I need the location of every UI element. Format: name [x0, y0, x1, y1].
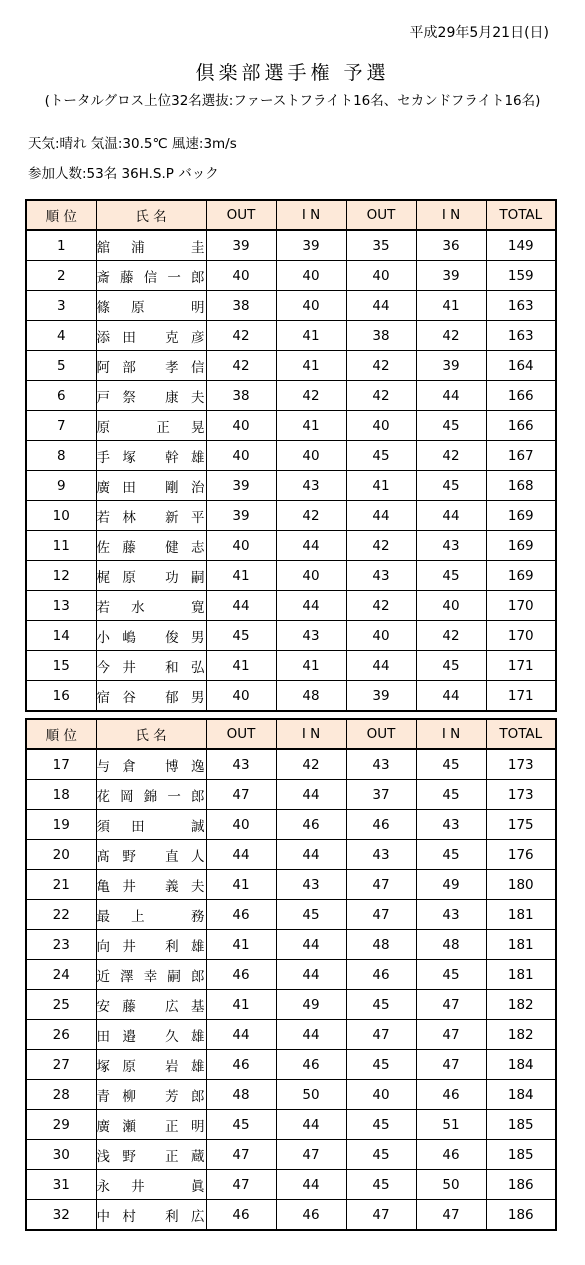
total-cell: 181	[486, 930, 556, 960]
total-cell: 169	[486, 531, 556, 561]
in-1-cell: 46	[276, 1200, 346, 1231]
player-name-cell: 廣田 剛治	[96, 471, 206, 501]
total-cell: 170	[486, 621, 556, 651]
in-1-cell: 43	[276, 471, 346, 501]
total-cell: 167	[486, 441, 556, 471]
out-1-cell: 39	[206, 230, 276, 261]
rank-cell: 18	[26, 780, 96, 810]
in-2-cell: 39	[416, 261, 486, 291]
table-row	[26, 1080, 556, 1110]
in-1-cell: 47	[276, 1140, 346, 1170]
in-1-cell: 43	[276, 621, 346, 651]
rank-cell: 5	[26, 351, 96, 381]
in-2-cell: 45	[416, 561, 486, 591]
rank-cell: 1	[26, 230, 96, 261]
out-1-cell: 41	[206, 870, 276, 900]
rank-cell: 19	[26, 810, 96, 840]
table-row	[26, 840, 556, 870]
in-1-cell: 44	[276, 960, 346, 990]
out-2-cell: 35	[346, 230, 416, 261]
total-cell: 182	[486, 1020, 556, 1050]
header-out-1: OUT	[206, 200, 276, 230]
total-cell: 181	[486, 960, 556, 990]
out-1-cell: 46	[206, 960, 276, 990]
player-name-cell: 塚原 岩雄	[96, 1050, 206, 1080]
player-name-cell: 花岡錦一郎	[96, 780, 206, 810]
table-row	[26, 681, 556, 712]
player-name-cell: 若林 新平	[96, 501, 206, 531]
table-row	[26, 1110, 556, 1140]
in-1-cell: 44	[276, 1020, 346, 1050]
table-row	[26, 990, 556, 1020]
player-name-cell: 若水 寛	[96, 591, 206, 621]
in-1-cell: 48	[276, 681, 346, 712]
total-cell: 181	[486, 900, 556, 930]
in-1-cell: 45	[276, 900, 346, 930]
player-name-cell: 髙野 直人	[96, 840, 206, 870]
in-2-cell: 45	[416, 651, 486, 681]
in-2-cell: 48	[416, 930, 486, 960]
out-2-cell: 45	[346, 1050, 416, 1080]
in-2-cell: 44	[416, 501, 486, 531]
header-total: TOTAL	[486, 719, 556, 749]
in-2-cell: 39	[416, 351, 486, 381]
in-1-cell: 40	[276, 441, 346, 471]
total-cell: 171	[486, 681, 556, 712]
total-cell: 184	[486, 1080, 556, 1110]
page-subtitle: (トータルグロス上位32名選抜:ファーストフライト16名、セカンドフライト16名)	[44, 93, 541, 109]
table-row	[26, 1020, 556, 1050]
header-out-2: OUT	[346, 200, 416, 230]
out-1-cell: 43	[206, 749, 276, 780]
in-2-cell: 47	[416, 990, 486, 1020]
total-cell: 185	[486, 1110, 556, 1140]
in-2-cell: 47	[416, 1020, 486, 1050]
in-2-cell: 41	[416, 291, 486, 321]
table-row	[26, 780, 556, 810]
in-1-cell: 43	[276, 870, 346, 900]
header-out-1: OUT	[206, 719, 276, 749]
in-1-cell: 44	[276, 780, 346, 810]
out-2-cell: 47	[346, 870, 416, 900]
in-1-cell: 40	[276, 291, 346, 321]
in-2-cell: 45	[416, 960, 486, 990]
out-1-cell: 40	[206, 261, 276, 291]
player-name-cell: 手塚 幹雄	[96, 441, 206, 471]
header-out-2: OUT	[346, 719, 416, 749]
total-cell: 176	[486, 840, 556, 870]
out-1-cell: 41	[206, 990, 276, 1020]
out-1-cell: 47	[206, 1170, 276, 1200]
out-1-cell: 40	[206, 441, 276, 471]
out-1-cell: 40	[206, 681, 276, 712]
rank-cell: 32	[26, 1200, 96, 1231]
table-row	[26, 501, 556, 531]
out-2-cell: 40	[346, 621, 416, 651]
in-1-cell: 41	[276, 351, 346, 381]
total-cell: 166	[486, 381, 556, 411]
table-row	[26, 900, 556, 930]
total-cell: 169	[486, 501, 556, 531]
rank-cell: 30	[26, 1140, 96, 1170]
in-2-cell: 45	[416, 780, 486, 810]
rank-cell: 16	[26, 681, 96, 712]
table-row	[26, 531, 556, 561]
header-rank: 順 位	[26, 719, 96, 749]
out-1-cell: 48	[206, 1080, 276, 1110]
in-2-cell: 50	[416, 1170, 486, 1200]
in-2-cell: 49	[416, 870, 486, 900]
player-name-cell: 中村 利広	[96, 1200, 206, 1231]
player-name-cell: 原 正晃	[96, 411, 206, 441]
out-1-cell: 40	[206, 411, 276, 441]
table-row	[26, 351, 556, 381]
in-2-cell: 45	[416, 411, 486, 441]
table-row	[26, 561, 556, 591]
in-2-cell: 47	[416, 1050, 486, 1080]
in-1-cell: 42	[276, 381, 346, 411]
player-name-cell: 廣瀬 正明	[96, 1110, 206, 1140]
in-1-cell: 41	[276, 321, 346, 351]
out-2-cell: 39	[346, 681, 416, 712]
player-name-cell: 亀井 義夫	[96, 870, 206, 900]
out-1-cell: 40	[206, 531, 276, 561]
in-1-cell: 49	[276, 990, 346, 1020]
out-2-cell: 45	[346, 990, 416, 1020]
total-cell: 170	[486, 591, 556, 621]
rank-cell: 13	[26, 591, 96, 621]
out-2-cell: 44	[346, 651, 416, 681]
rank-cell: 10	[26, 501, 96, 531]
player-name-cell: 添田 克彦	[96, 321, 206, 351]
table-row	[26, 749, 556, 780]
rank-cell: 14	[26, 621, 96, 651]
rank-cell: 7	[26, 411, 96, 441]
rank-cell: 25	[26, 990, 96, 1020]
participants-info: 参加人数:53名 36H.S.P バック	[28, 166, 219, 182]
out-2-cell: 40	[346, 261, 416, 291]
out-1-cell: 42	[206, 351, 276, 381]
in-1-cell: 50	[276, 1080, 346, 1110]
header-name: 氏 名	[96, 200, 206, 230]
player-name-cell: 佐藤 健志	[96, 531, 206, 561]
player-name-cell: 田邉 久雄	[96, 1020, 206, 1050]
out-1-cell: 39	[206, 471, 276, 501]
total-cell: 149	[486, 230, 556, 261]
in-1-cell: 44	[276, 591, 346, 621]
in-2-cell: 45	[416, 471, 486, 501]
out-1-cell: 41	[206, 651, 276, 681]
out-2-cell: 42	[346, 531, 416, 561]
in-1-cell: 46	[276, 1050, 346, 1080]
out-1-cell: 38	[206, 381, 276, 411]
header-in-2: I N	[416, 719, 486, 749]
out-1-cell: 44	[206, 840, 276, 870]
in-1-cell: 44	[276, 1170, 346, 1200]
rank-cell: 2	[26, 261, 96, 291]
weather-info: 天気:晴れ 気温:30.5℃ 風速:3m/s	[28, 136, 237, 152]
in-1-cell: 44	[276, 840, 346, 870]
out-1-cell: 38	[206, 291, 276, 321]
in-1-cell: 40	[276, 261, 346, 291]
table-row	[26, 621, 556, 651]
player-name-cell: 青柳 芳郎	[96, 1080, 206, 1110]
in-1-cell: 41	[276, 651, 346, 681]
header-name: 氏 名	[96, 719, 206, 749]
out-2-cell: 37	[346, 780, 416, 810]
table-row	[26, 1170, 556, 1200]
table-header-row	[26, 200, 556, 230]
out-2-cell: 42	[346, 351, 416, 381]
table-row	[26, 651, 556, 681]
out-2-cell: 45	[346, 1110, 416, 1140]
second-flight-table	[25, 718, 557, 1231]
out-2-cell: 44	[346, 291, 416, 321]
out-1-cell: 41	[206, 930, 276, 960]
table-row	[26, 441, 556, 471]
in-2-cell: 42	[416, 441, 486, 471]
rank-cell: 6	[26, 381, 96, 411]
in-1-cell: 42	[276, 501, 346, 531]
rank-cell: 3	[26, 291, 96, 321]
in-1-cell: 39	[276, 230, 346, 261]
out-2-cell: 43	[346, 840, 416, 870]
in-1-cell: 44	[276, 930, 346, 960]
total-cell: 175	[486, 810, 556, 840]
out-1-cell: 42	[206, 321, 276, 351]
player-name-cell: 須田 誠	[96, 810, 206, 840]
in-1-cell: 40	[276, 561, 346, 591]
out-2-cell: 48	[346, 930, 416, 960]
total-cell: 169	[486, 561, 556, 591]
out-1-cell: 47	[206, 1140, 276, 1170]
table-row	[26, 321, 556, 351]
total-cell: 186	[486, 1200, 556, 1231]
table-row	[26, 591, 556, 621]
rank-cell: 17	[26, 749, 96, 780]
total-cell: 163	[486, 291, 556, 321]
header-in-1: I N	[276, 200, 346, 230]
player-name-cell: 斎藤信一郎	[96, 261, 206, 291]
player-name-cell: 今井 和弘	[96, 651, 206, 681]
player-name-cell: 永井 眞	[96, 1170, 206, 1200]
in-1-cell: 46	[276, 810, 346, 840]
in-2-cell: 45	[416, 840, 486, 870]
out-1-cell: 39	[206, 501, 276, 531]
total-cell: 173	[486, 749, 556, 780]
total-cell: 180	[486, 870, 556, 900]
page-title: 倶楽部選手権 予選	[195, 62, 390, 84]
out-2-cell: 42	[346, 591, 416, 621]
out-2-cell: 47	[346, 1020, 416, 1050]
out-2-cell: 45	[346, 1140, 416, 1170]
in-2-cell: 43	[416, 810, 486, 840]
total-cell: 186	[486, 1170, 556, 1200]
total-cell: 184	[486, 1050, 556, 1080]
total-cell: 164	[486, 351, 556, 381]
table-row	[26, 810, 556, 840]
player-name-cell: 舘浦 圭	[96, 230, 206, 261]
in-2-cell: 44	[416, 681, 486, 712]
total-cell: 185	[486, 1140, 556, 1170]
in-2-cell: 42	[416, 321, 486, 351]
out-2-cell: 41	[346, 471, 416, 501]
out-2-cell: 40	[346, 411, 416, 441]
table-row	[26, 1200, 556, 1231]
header-rank: 順 位	[26, 200, 96, 230]
header-in-1: I N	[276, 719, 346, 749]
player-name-cell: 近澤幸嗣郎	[96, 960, 206, 990]
rank-cell: 4	[26, 321, 96, 351]
player-name-cell: 安藤 広基	[96, 990, 206, 1020]
in-2-cell: 36	[416, 230, 486, 261]
in-1-cell: 41	[276, 411, 346, 441]
rank-cell: 8	[26, 441, 96, 471]
in-2-cell: 51	[416, 1110, 486, 1140]
in-1-cell: 44	[276, 531, 346, 561]
out-2-cell: 40	[346, 1080, 416, 1110]
out-1-cell: 46	[206, 900, 276, 930]
in-2-cell: 43	[416, 900, 486, 930]
out-1-cell: 44	[206, 1020, 276, 1050]
rank-cell: 12	[26, 561, 96, 591]
out-2-cell: 43	[346, 561, 416, 591]
player-name-cell: 与倉 博逸	[96, 749, 206, 780]
out-1-cell: 46	[206, 1050, 276, 1080]
out-1-cell: 45	[206, 621, 276, 651]
in-1-cell: 44	[276, 1110, 346, 1140]
out-2-cell: 46	[346, 810, 416, 840]
table-row	[26, 471, 556, 501]
out-1-cell: 47	[206, 780, 276, 810]
header-total: TOTAL	[486, 200, 556, 230]
player-name-cell: 最上 務	[96, 900, 206, 930]
rank-cell: 21	[26, 870, 96, 900]
out-2-cell: 45	[346, 1170, 416, 1200]
out-2-cell: 42	[346, 381, 416, 411]
rank-cell: 29	[26, 1110, 96, 1140]
out-2-cell: 38	[346, 321, 416, 351]
rank-cell: 27	[26, 1050, 96, 1080]
total-cell: 168	[486, 471, 556, 501]
player-name-cell: 戸祭 康夫	[96, 381, 206, 411]
in-2-cell: 43	[416, 531, 486, 561]
out-1-cell: 46	[206, 1200, 276, 1231]
player-name-cell: 小嶋 俊男	[96, 621, 206, 651]
table-header-row	[26, 719, 556, 749]
in-2-cell: 42	[416, 621, 486, 651]
table-row	[26, 1050, 556, 1080]
out-1-cell: 40	[206, 810, 276, 840]
rank-cell: 9	[26, 471, 96, 501]
out-2-cell: 44	[346, 501, 416, 531]
in-2-cell: 46	[416, 1080, 486, 1110]
player-name-cell: 篠原 明	[96, 291, 206, 321]
rank-cell: 15	[26, 651, 96, 681]
table-row	[26, 930, 556, 960]
total-cell: 171	[486, 651, 556, 681]
table-row	[26, 261, 556, 291]
total-cell: 159	[486, 261, 556, 291]
out-2-cell: 45	[346, 441, 416, 471]
total-cell: 182	[486, 990, 556, 1020]
table-row	[26, 291, 556, 321]
event-date: 平成29年5月21日(日)	[409, 25, 549, 41]
in-2-cell: 40	[416, 591, 486, 621]
table-row	[26, 870, 556, 900]
table-row	[26, 960, 556, 990]
first-flight-table	[25, 199, 557, 712]
player-name-cell: 浅野 正蔵	[96, 1140, 206, 1170]
table-row	[26, 230, 556, 261]
out-1-cell: 45	[206, 1110, 276, 1140]
in-1-cell: 42	[276, 749, 346, 780]
out-2-cell: 47	[346, 900, 416, 930]
total-cell: 173	[486, 780, 556, 810]
in-2-cell: 44	[416, 381, 486, 411]
in-2-cell: 45	[416, 749, 486, 780]
rank-cell: 31	[26, 1170, 96, 1200]
rank-cell: 20	[26, 840, 96, 870]
rank-cell: 23	[26, 930, 96, 960]
out-2-cell: 47	[346, 1200, 416, 1231]
out-2-cell: 46	[346, 960, 416, 990]
table-row	[26, 411, 556, 441]
player-name-cell: 梶原 功嗣	[96, 561, 206, 591]
player-name-cell: 阿部 孝信	[96, 351, 206, 381]
in-2-cell: 46	[416, 1140, 486, 1170]
rank-cell: 26	[26, 1020, 96, 1050]
rank-cell: 22	[26, 900, 96, 930]
total-cell: 163	[486, 321, 556, 351]
table-row	[26, 381, 556, 411]
player-name-cell: 宿谷 郁男	[96, 681, 206, 712]
out-1-cell: 44	[206, 591, 276, 621]
out-2-cell: 43	[346, 749, 416, 780]
rank-cell: 24	[26, 960, 96, 990]
table-row	[26, 1140, 556, 1170]
total-cell: 166	[486, 411, 556, 441]
header-in-2: I N	[416, 200, 486, 230]
rank-cell: 11	[26, 531, 96, 561]
player-name-cell: 向井 利雄	[96, 930, 206, 960]
in-2-cell: 47	[416, 1200, 486, 1231]
out-1-cell: 41	[206, 561, 276, 591]
rank-cell: 28	[26, 1080, 96, 1110]
